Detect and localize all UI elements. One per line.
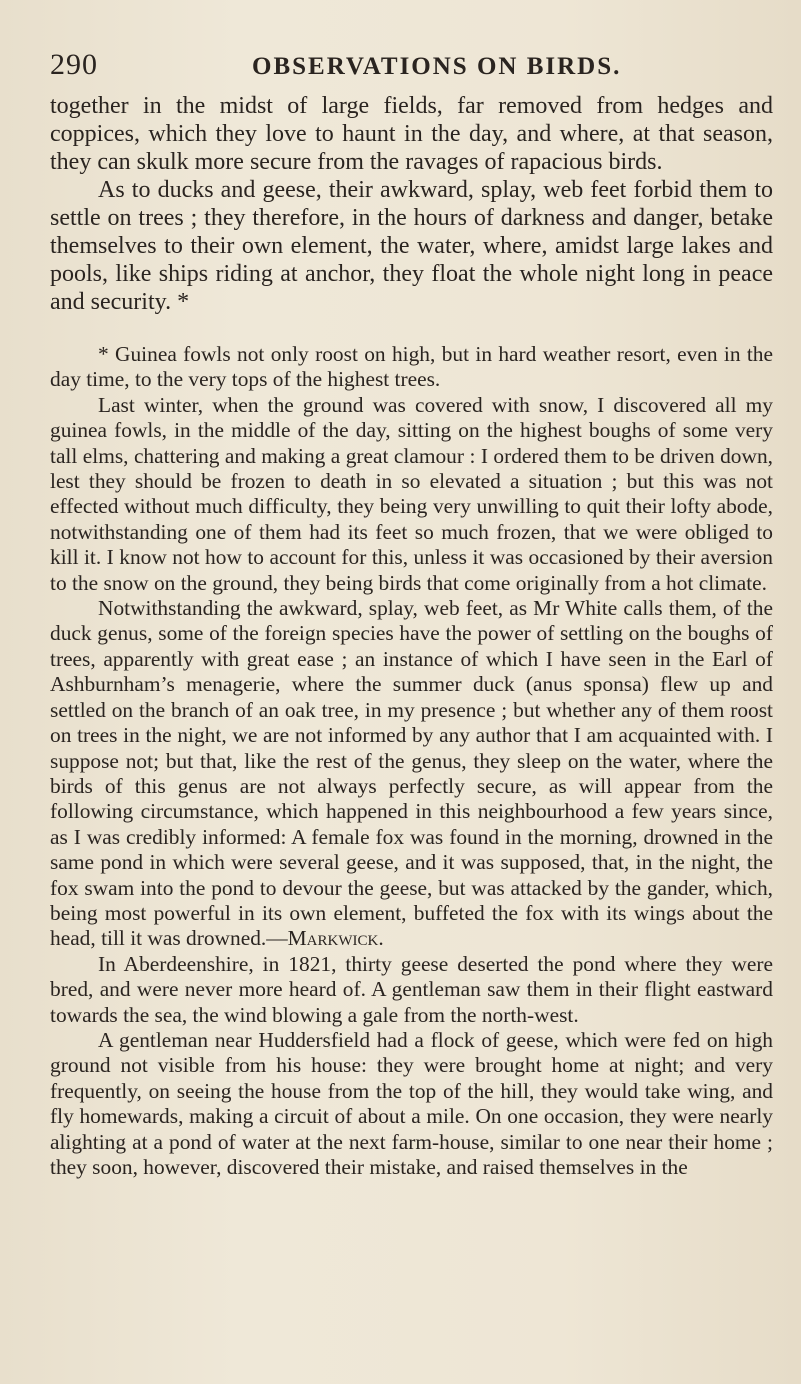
page-header: [50, 48, 773, 86]
running-head: OBSERVATIONS ON BIRDS.: [252, 53, 622, 80]
footnote-paragraph-3-text: Notwithstanding the awkward, splay, web feet, as Mr White calls them, of the duck genus, some of the foreign species have the power of settling on the boughs of trees, apparently with great ease ; an instance of which I have seen in the Earl of Ashburnham’s menagerie, where the summer duck (anus sponsa) flew up and settled on the branch of an oak tree, in my presence ; but whether any of them roost on trees in the night, we are not informed by any author that I am acquainted with. I suppose not; but that, like the rest of the genus, they sleep on the water, where the birds of this genus are not always perfectly secure, as will appear from the following circumstance, which happened in this neighbourhood a few years since, as I was credibly informed: A female fox was found in the morning, drowned in the same pond in which were several geese, and it was supposed, that, in the night, the fox swam into the pond to devour the geese, but was attacked by the gander, which, being most powerful in its own element, buffeted the fox with its wings about the head, till it was drowned.—: [50, 596, 773, 951]
footnote-signature: Markwick.: [287, 926, 384, 951]
main-text: [50, 92, 773, 316]
footnote: [50, 342, 773, 1180]
footnote-paragraph-5: A gentleman near Huddersfield had a flock of geese, which were fed on high ground not visible from his house: they were brought home at night; and very frequently, on seeing the house from the top of the hill, they would take wing, and fly homewards, making a circuit of about a mile. On one occasion, they were nearly alighting at a pond of water at the next farm-house, similar to one near their home ; they soon, however, discovered their mistake, and raised themselves in the: [50, 1027, 773, 1179]
main-paragraph-1: together in the midst of large fields, far removed from hedges and coppices, which they love to haunt in the day, and where, at that season, they can skulk more secure from the ravages of rapacious birds.: [50, 93, 773, 175]
main-paragraph-2: As to ducks and geese, their awkward, splay, web feet forbid them to settle on trees ; they therefore, in the hours of darkness and danger, betake themselves to their own element, the water, where, amidst large lakes and pools, like ships riding at anchor, they float the whole night long in peace and security. *: [50, 177, 773, 315]
footnote-paragraph-2: Last winter, when the ground was covered with snow, I discovered all my guinea fowls, in the middle of the day, sitting on the highest boughs of some very tall elms, chattering and making a great clamour : I ordered them to be driven down, lest they should be frozen to death in so elevated a situation ; but this was not effected without much difficulty, they being very unwilling to quit their lofty abode, notwithstanding one of them had its feet so much frozen, that we were obliged to kill it. I know not how to account for this, unless it was occasioned by their aversion to the snow on the ground, they being birds that come originally from a hot climate.: [50, 392, 773, 595]
footnote-paragraph-4: In Aberdeenshire, in 1821, thirty geese deserted the pond where they were bred, and were never more heard of. A gentleman saw them in their flight eastward towards the sea, the wind blowing a gale from the north-west.: [50, 951, 773, 1027]
footnote-paragraph-3: [50, 596, 773, 952]
footnote-paragraph-1: * Guinea fowls not only roost on high, but in hard weather resort, even in the day time, to the very tops of the highest trees.: [50, 342, 773, 392]
page-number: 290: [50, 48, 98, 81]
